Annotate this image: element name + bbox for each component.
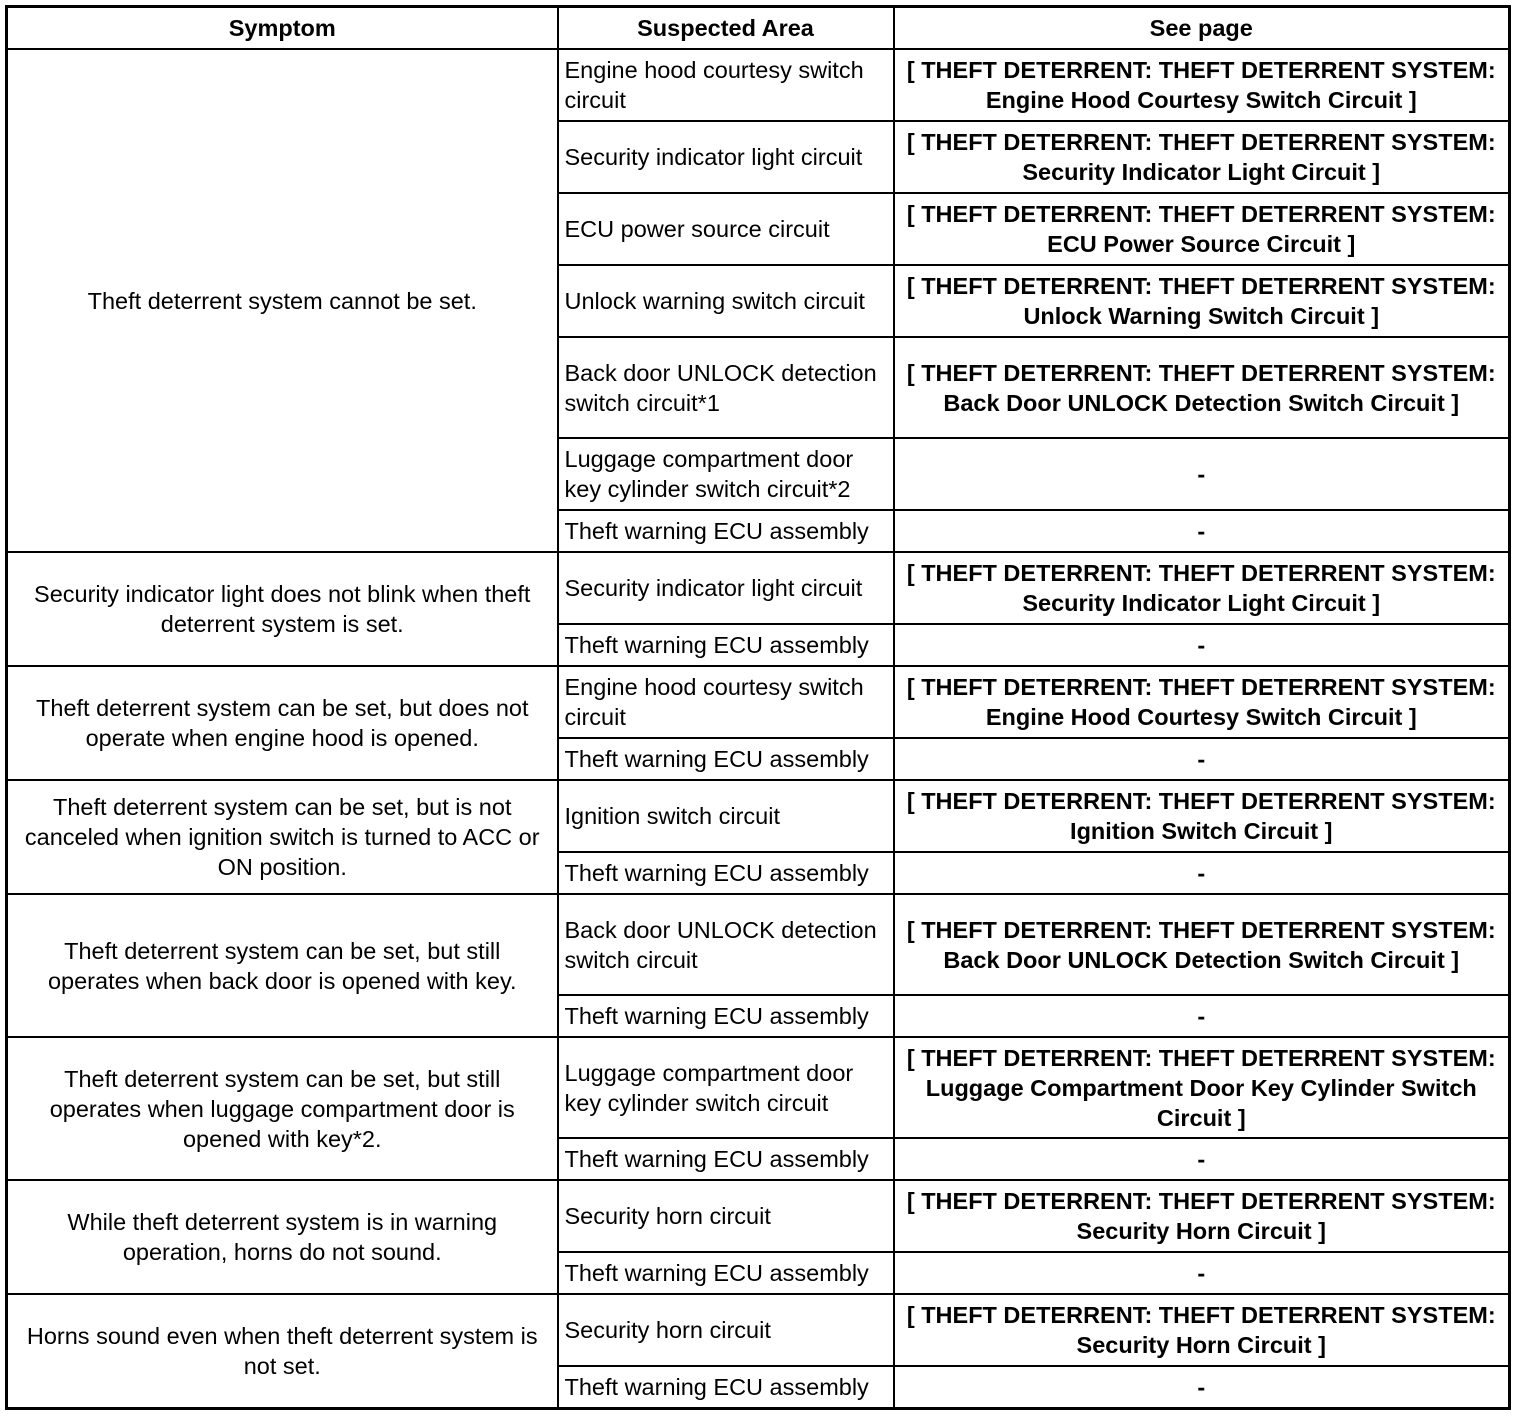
suspected-area-cell: Theft warning ECU assembly bbox=[558, 624, 894, 666]
see-page-link[interactable]: [ THEFT DETERRENT: THEFT DETERRENT SYSTEM: Security Indicator Light Circuit ] bbox=[894, 552, 1510, 624]
suspected-area-cell: Theft warning ECU assembly bbox=[558, 995, 894, 1037]
suspected-area-cell: Theft warning ECU assembly bbox=[558, 852, 894, 894]
table-row bbox=[7, 49, 1510, 121]
suspected-area-cell: Security horn circuit bbox=[558, 1294, 894, 1366]
see-page-link[interactable]: [ THEFT DETERRENT: THEFT DETERRENT SYSTEM: Engine Hood Courtesy Switch Circuit ] bbox=[894, 666, 1510, 738]
symptom-cell: Theft deterrent system can be set, but is not canceled when ignition switch is turned to ACC or ON position. bbox=[7, 780, 558, 894]
see-page-link[interactable]: [ THEFT DETERRENT: THEFT DETERRENT SYSTEM: Back Door UNLOCK Detection Switch Circuit ] bbox=[894, 894, 1510, 995]
table-row bbox=[7, 894, 1510, 995]
symptom-table bbox=[5, 5, 1511, 1410]
see-page-dash: - bbox=[894, 438, 1510, 510]
symptom-cell: Theft deterrent system can be set, but still operates when back door is opened with key. bbox=[7, 894, 558, 1037]
header-row bbox=[7, 7, 1510, 50]
suspected-area-cell: Theft warning ECU assembly bbox=[558, 738, 894, 780]
table-row bbox=[7, 1294, 1510, 1366]
symptom-cell: Theft deterrent system can be set, but does not operate when engine hood is opened. bbox=[7, 666, 558, 780]
suspected-area-cell: Luggage compartment door key cylinder switch circuit*2 bbox=[558, 438, 894, 510]
see-page-link[interactable]: [ THEFT DETERRENT: THEFT DETERRENT SYSTEM: ECU Power Source Circuit ] bbox=[894, 193, 1510, 265]
table-row bbox=[7, 552, 1510, 624]
see-page-dash: - bbox=[894, 1366, 1510, 1409]
suspected-area-cell: Theft warning ECU assembly bbox=[558, 1366, 894, 1409]
table-row bbox=[7, 1037, 1510, 1138]
suspected-area-cell: Theft warning ECU assembly bbox=[558, 1138, 894, 1180]
see-page-dash: - bbox=[894, 852, 1510, 894]
see-page-dash: - bbox=[894, 738, 1510, 780]
see-page-link[interactable]: [ THEFT DETERRENT: THEFT DETERRENT SYSTEM: Luggage Compartment Door Key Cylinder Switch Circuit ] bbox=[894, 1037, 1510, 1138]
suspected-area-cell: Theft warning ECU assembly bbox=[558, 1252, 894, 1294]
see-page-link[interactable]: [ THEFT DETERRENT: THEFT DETERRENT SYSTEM: Back Door UNLOCK Detection Switch Circuit ] bbox=[894, 337, 1510, 438]
header-suspected-area: Suspected Area bbox=[558, 7, 894, 50]
see-page-link[interactable]: [ THEFT DETERRENT: THEFT DETERRENT SYSTEM: Unlock Warning Switch Circuit ] bbox=[894, 265, 1510, 337]
suspected-area-cell: Unlock warning switch circuit bbox=[558, 265, 894, 337]
suspected-area-cell: Security horn circuit bbox=[558, 1180, 894, 1252]
symptom-cell: Security indicator light does not blink when theft deterrent system is set. bbox=[7, 552, 558, 666]
suspected-area-cell: Luggage compartment door key cylinder switch circuit bbox=[558, 1037, 894, 1138]
suspected-area-cell: Back door UNLOCK detection switch circuit*1 bbox=[558, 337, 894, 438]
see-page-link[interactable]: [ THEFT DETERRENT: THEFT DETERRENT SYSTEM: Security Indicator Light Circuit ] bbox=[894, 121, 1510, 193]
table-row bbox=[7, 1180, 1510, 1252]
suspected-area-cell: ECU power source circuit bbox=[558, 193, 894, 265]
header-see-page: See page bbox=[894, 7, 1510, 50]
suspected-area-cell: Security indicator light circuit bbox=[558, 552, 894, 624]
see-page-link[interactable]: [ THEFT DETERRENT: THEFT DETERRENT SYSTEM: Engine Hood Courtesy Switch Circuit ] bbox=[894, 49, 1510, 121]
see-page-dash: - bbox=[894, 1252, 1510, 1294]
symptom-cell: Theft deterrent system can be set, but still operates when luggage compartment door is opened with key*2. bbox=[7, 1037, 558, 1180]
suspected-area-cell: Engine hood courtesy switch circuit bbox=[558, 666, 894, 738]
symptom-cell: While theft deterrent system is in warning operation, horns do not sound. bbox=[7, 1180, 558, 1294]
symptom-cell: Theft deterrent system cannot be set. bbox=[7, 49, 558, 552]
suspected-area-cell: Back door UNLOCK detection switch circuit bbox=[558, 894, 894, 995]
suspected-area-cell: Theft warning ECU assembly bbox=[558, 510, 894, 552]
see-page-dash: - bbox=[894, 995, 1510, 1037]
header-symptom: Symptom bbox=[7, 7, 558, 50]
see-page-dash: - bbox=[894, 1138, 1510, 1180]
see-page-dash: - bbox=[894, 624, 1510, 666]
see-page-dash: - bbox=[894, 510, 1510, 552]
see-page-link[interactable]: [ THEFT DETERRENT: THEFT DETERRENT SYSTEM: Security Horn Circuit ] bbox=[894, 1294, 1510, 1366]
table-row bbox=[7, 666, 1510, 738]
symptom-cell: Horns sound even when theft deterrent system is not set. bbox=[7, 1294, 558, 1409]
see-page-link[interactable]: [ THEFT DETERRENT: THEFT DETERRENT SYSTEM: Security Horn Circuit ] bbox=[894, 1180, 1510, 1252]
suspected-area-cell: Ignition switch circuit bbox=[558, 780, 894, 852]
suspected-area-cell: Security indicator light circuit bbox=[558, 121, 894, 193]
table-row bbox=[7, 780, 1510, 852]
see-page-link[interactable]: [ THEFT DETERRENT: THEFT DETERRENT SYSTEM: Ignition Switch Circuit ] bbox=[894, 780, 1510, 852]
suspected-area-cell: Engine hood courtesy switch circuit bbox=[558, 49, 894, 121]
